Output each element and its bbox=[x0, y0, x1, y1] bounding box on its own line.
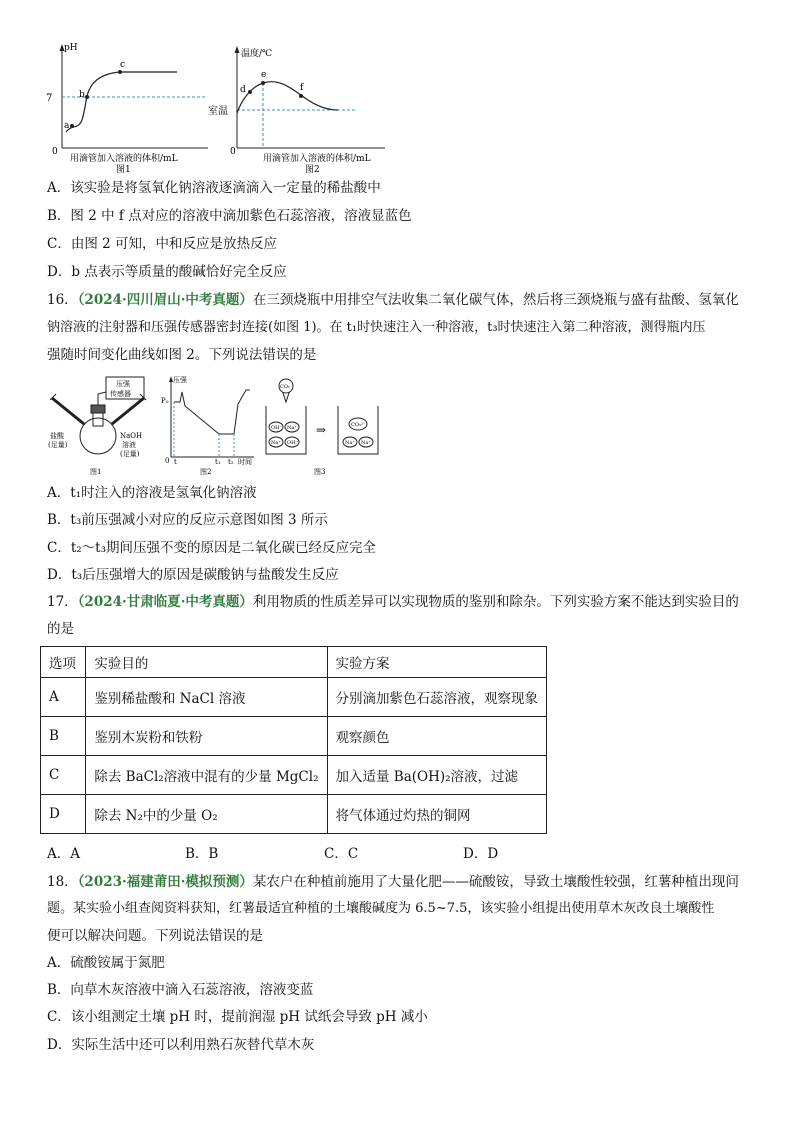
arrow-right-icon: ⇒ bbox=[316, 423, 327, 437]
fig2-origin: 0 bbox=[230, 147, 236, 157]
q16-sensor-label1: 压强 bbox=[116, 380, 130, 388]
q15-option-a: A．该实验是将氢氧化钠溶液逐滴滴入一定量的稀盐酸中 bbox=[47, 180, 381, 196]
table-cell: A bbox=[41, 678, 86, 717]
fig1-origin: 0 bbox=[52, 147, 58, 157]
fig2-x-label: 用滴管加入溶液的体积/mL bbox=[263, 154, 371, 164]
q18-option-d: D．实际生活中还可以利用熟石灰替代草木灰 bbox=[47, 1037, 315, 1053]
q18-stem-line2: 题。某实验小组查阅资料获知，红薯最适宜种植的土壤酸碱度为 6.5~7.5，该实验小组提出使用草木灰改良土壤酸性 bbox=[47, 901, 715, 916]
q16-stem-line1 bbox=[47, 290, 739, 310]
figure-temperature-curve bbox=[205, 40, 390, 175]
fig2-point-e: e bbox=[261, 70, 267, 80]
q16-option-c: C．t₂～t₃期间压强不变的原因是二氧化碳已经反应完全 bbox=[47, 540, 377, 556]
q16-t2-label: t₂ bbox=[228, 458, 234, 466]
table-cell: 将气体通过灼热的铜网 bbox=[327, 795, 547, 834]
q16-number: 16． bbox=[47, 292, 78, 308]
q16-co3-label: CO₃²⁻ bbox=[351, 422, 366, 428]
table-row bbox=[41, 678, 547, 717]
q16-stem-line3: 强随时间变化曲线如图 2。下列说法错误的是 bbox=[47, 347, 317, 363]
q17-text1: 利用物质的性质差异可以实现物质的鉴别和除杂。下列实验方案不能达到实验目的 bbox=[252, 594, 739, 610]
fig1-caption: 图1 bbox=[116, 165, 131, 175]
q15-option-c: C．由图 2 可知，中和反应是放热反应 bbox=[47, 236, 278, 252]
q16-na-2: Na⁺ bbox=[271, 440, 281, 446]
q17-stem-line1 bbox=[47, 592, 739, 612]
table-cell: 除去 BaCl₂溶液中混有的少量 MgCl₂ bbox=[86, 756, 327, 795]
q18-option-c: C．该小组测定土壤 pH 时，提前润湿 pH 试纸会导致 pH 减小 bbox=[47, 1009, 428, 1025]
q16-sensor-label2: 传感器 bbox=[110, 390, 131, 398]
q16-base-label2: 溶液 bbox=[122, 441, 136, 449]
fig1-point-c: c bbox=[120, 60, 126, 70]
table-cell: 观察颜色 bbox=[327, 717, 547, 756]
q16-base-label3: (足量) bbox=[120, 450, 140, 458]
q16-text1: 在三颈烧瓶中用排空气法收集二氧化碳气体，然后将三颈烧瓶与盛有盐酸、氢氧化 bbox=[252, 292, 739, 308]
fig1-point-b: b bbox=[79, 90, 85, 100]
q16-origin: 0 bbox=[165, 457, 170, 465]
figure-q16-apparatus bbox=[40, 372, 380, 480]
q16-fig2-caption: 图2 bbox=[200, 468, 212, 476]
q16-acid-label1: 盐酸 bbox=[50, 432, 64, 440]
figure-ph-curve bbox=[40, 40, 210, 175]
q16-t-label: t bbox=[174, 458, 177, 466]
q16-base-label1: NaOH bbox=[120, 432, 143, 440]
q16-oh-2: OH⁻ bbox=[287, 440, 299, 446]
table-cell: C bbox=[41, 756, 86, 795]
table-row bbox=[41, 756, 547, 795]
q18-stem-line1 bbox=[47, 872, 739, 892]
fig1-y-label: pH bbox=[64, 43, 78, 53]
q18-option-b: B．向草木灰溶液中滴入石蕊溶液，溶液变蓝 bbox=[47, 982, 314, 998]
q16-fig3-caption: 图3 bbox=[314, 468, 326, 476]
q17-answer-d: D．D bbox=[463, 846, 499, 862]
q18-number: 18． bbox=[47, 874, 78, 890]
table-row bbox=[41, 717, 547, 756]
table-cell: 分别滴加紫色石蕊溶液，观察现象 bbox=[327, 678, 547, 717]
q15-option-d: D．b 点表示等质量的酸碱恰好完全反应 bbox=[47, 264, 287, 280]
q16-option-d: D．t₃后压强增大的原因是碳酸钠与盐酸发生反应 bbox=[47, 567, 339, 583]
q17-answer-a: A．A bbox=[47, 846, 80, 862]
q16-option-b: B．t₃前压强减小对应的反应示意图如图 3 所示 bbox=[47, 512, 328, 528]
q15-option-b: B．图 2 中 f 点对应的溶液中滴加紫色石蕊溶液，溶液显蓝色 bbox=[47, 208, 412, 224]
q16-co2-label: CO₂ bbox=[280, 384, 290, 390]
q16-time-label: 时间 bbox=[238, 458, 252, 466]
fig1-y7: 7 bbox=[46, 93, 53, 104]
q16-na-4: Na⁺ bbox=[361, 440, 371, 446]
q16-t1-label: t₁ bbox=[215, 458, 221, 466]
table-header-cell: 实验方案 bbox=[327, 647, 547, 678]
q17-answer-c: C．C bbox=[324, 846, 359, 862]
fig2-caption: 图2 bbox=[305, 165, 320, 175]
table-cell: 鉴别稀盐酸和 NaCl 溶液 bbox=[86, 678, 327, 717]
table-cell: 鉴别木炭粉和铁粉 bbox=[86, 717, 327, 756]
q18-source: （2023·福建莆田·模拟预测） bbox=[77, 874, 253, 890]
q16-fig1-caption: 图1 bbox=[90, 468, 102, 476]
q16-source: （2024·四川眉山·中考真题） bbox=[77, 292, 253, 308]
q18-option-a: A．硫酸铵属于氮肥 bbox=[47, 955, 165, 971]
q16-acid-label2: (足量) bbox=[48, 441, 68, 449]
table-header-cell: 实验目的 bbox=[86, 647, 327, 678]
q16-pressure-label: 压强 bbox=[173, 376, 187, 384]
fig1-x-label: 用滴管加入溶液的体积/mL bbox=[70, 154, 178, 164]
q17-answer-b: B．B bbox=[185, 846, 219, 862]
q17-number: 17． bbox=[47, 594, 78, 610]
q16-na-3: Na⁺ bbox=[345, 440, 355, 446]
q17-options-table bbox=[40, 646, 547, 834]
table-cell: B bbox=[41, 717, 86, 756]
table-header-row bbox=[41, 647, 547, 678]
q17-source: （2024·甘肃临夏·中考真题） bbox=[77, 594, 253, 610]
q16-na-1: Na⁺ bbox=[287, 425, 297, 431]
table-cell: 除去 N₂中的少量 O₂ bbox=[86, 795, 327, 834]
q16-stem-line2: 钠溶液的注射器和压强传感器密封连接(如图 1)。在 t₁时快速注入一种溶液，t₃时快速注入第二种溶液，测得瓶内压 bbox=[47, 320, 706, 335]
q17-stem-line2: 的是 bbox=[47, 621, 74, 637]
table-cell: 加入适量 Ba(OH)₂溶液，过滤 bbox=[327, 756, 547, 795]
table-cell: D bbox=[41, 795, 86, 834]
q18-stem-line3: 便可以解决问题。下列说法错误的是 bbox=[47, 928, 263, 944]
fig2-y-label: 温度/℃ bbox=[241, 49, 273, 59]
q16-p0-label: P₀ bbox=[161, 397, 169, 405]
q18-text1: 某农户在种植前施用了大量化肥——硫酸铵，导致土壤酸性较强，红薯种植出现问 bbox=[252, 874, 739, 890]
q16-option-a: A．t₁时注入的溶液是氢氧化钠溶液 bbox=[47, 485, 257, 501]
table-header-cell: 选项 bbox=[41, 647, 86, 678]
q16-oh-1: OH⁻ bbox=[271, 425, 283, 431]
fig2-room-temp: 室温 bbox=[208, 106, 228, 117]
table-row bbox=[41, 795, 547, 834]
fig2-point-d: d bbox=[240, 85, 246, 95]
fig1-point-a: a bbox=[64, 121, 70, 131]
fig2-point-f: f bbox=[300, 83, 304, 93]
